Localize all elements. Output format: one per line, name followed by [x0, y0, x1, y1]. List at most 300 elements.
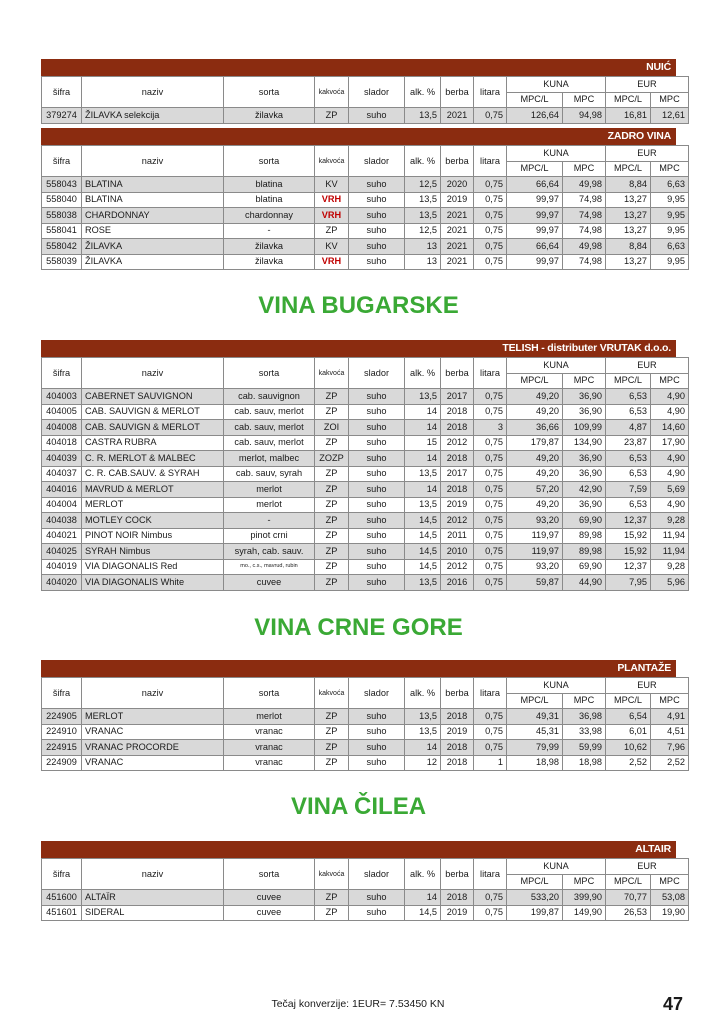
- cell-naziv: C. R. MERLOT & MALBEC: [82, 451, 224, 467]
- cell-eur-mpc: 14,60: [651, 420, 689, 436]
- cell-berba: 2017: [441, 389, 474, 405]
- cell-eur-mpc: 53,08: [651, 890, 689, 906]
- cell-kuna-mpcl: 99,97: [507, 208, 563, 224]
- cell-sifra: 404019: [42, 559, 82, 575]
- cell-eur-mpcl: 13,27: [606, 223, 651, 239]
- cell-eur-mpc: 4,90: [651, 404, 689, 420]
- cell-eur-mpcl: 13,27: [606, 192, 651, 208]
- cell-sorta: pinot crni: [224, 528, 315, 544]
- cell-eur-mpcl: 13,27: [606, 208, 651, 224]
- column-header-berba: berba: [441, 146, 474, 177]
- column-header-kuna-mpcl: MPC/L: [507, 373, 563, 389]
- cell-litara: 0,75: [474, 177, 507, 193]
- cell-kakvoca: ZP: [315, 890, 349, 906]
- cell-slador: suho: [349, 544, 405, 560]
- cell-sifra: 558043: [42, 177, 82, 193]
- cell-kuna-mpcl: 49,31: [507, 709, 563, 725]
- column-header-alk: alk. %: [405, 77, 441, 108]
- cell-berba: 2016: [441, 575, 474, 591]
- cell-berba: 2018: [441, 890, 474, 906]
- cell-sorta: cab. sauv, merlot: [224, 420, 315, 436]
- cell-kuna-mpc: 94,98: [563, 108, 606, 124]
- column-header-eur-mpcl: MPC/L: [606, 874, 651, 890]
- column-header-eur-mpcl: MPC/L: [606, 92, 651, 108]
- cell-eur-mpc: 9,95: [651, 254, 689, 270]
- column-header-eur-mpcl: MPC/L: [606, 161, 651, 177]
- cell-kakvoca: ZP: [315, 740, 349, 756]
- cell-eur-mpc: 9,95: [651, 192, 689, 208]
- cell-kuna-mpc: 36,90: [563, 404, 606, 420]
- cell-kuna-mpc: 69,90: [563, 513, 606, 529]
- cell-sifra: 224910: [42, 724, 82, 740]
- cell-kuna-mpc: 49,98: [563, 177, 606, 193]
- cell-litara: 0,75: [474, 740, 507, 756]
- cell-kakvoca: ZP: [315, 528, 349, 544]
- cell-alk: 14: [405, 420, 441, 436]
- cell-kuna-mpc: 149,90: [563, 905, 606, 921]
- column-header-naziv: naziv: [82, 678, 224, 709]
- cell-slador: suho: [349, 528, 405, 544]
- cell-naziv: ŽILAVKA: [82, 254, 224, 270]
- cell-kuna-mpcl: 199,87: [507, 905, 563, 921]
- cell-kakvoca: ZP: [315, 497, 349, 513]
- cell-kuna-mpcl: 79,99: [507, 740, 563, 756]
- cell-eur-mpcl: 6,01: [606, 724, 651, 740]
- wine-table: [41, 145, 689, 270]
- cell-litara: 0,75: [474, 528, 507, 544]
- cell-sifra: 379274: [42, 108, 82, 124]
- cell-naziv: ALTAÏR: [82, 890, 224, 906]
- cell-eur-mpc: 11,94: [651, 544, 689, 560]
- cell-kuna-mpc: 74,98: [563, 208, 606, 224]
- column-group-kuna: KUNA: [507, 859, 606, 875]
- cell-litara: 0,75: [474, 208, 507, 224]
- cell-sifra: 451601: [42, 905, 82, 921]
- cell-sorta: cuvee: [224, 905, 315, 921]
- column-header-naziv: naziv: [82, 146, 224, 177]
- cell-eur-mpcl: 16,81: [606, 108, 651, 124]
- cell-kuna-mpc: 49,98: [563, 239, 606, 255]
- cell-naziv: ŽILAVKA selekcija: [82, 108, 224, 124]
- cell-alk: 14: [405, 482, 441, 498]
- cell-litara: 0,75: [474, 890, 507, 906]
- table-row: [42, 239, 689, 255]
- cell-sorta: -: [224, 223, 315, 239]
- table-row: [42, 420, 689, 436]
- table-row: [42, 177, 689, 193]
- cell-kakvoca: ZP: [315, 724, 349, 740]
- cell-slador: suho: [349, 192, 405, 208]
- cell-berba: 2018: [441, 740, 474, 756]
- column-header-sorta: sorta: [224, 678, 315, 709]
- cell-sorta: syrah, cab. sauv.: [224, 544, 315, 560]
- cell-alk: 13,5: [405, 108, 441, 124]
- cell-litara: 3: [474, 420, 507, 436]
- cell-sorta: cab. sauv, syrah: [224, 466, 315, 482]
- wine-table: [41, 357, 689, 591]
- cell-sifra: 558038: [42, 208, 82, 224]
- table-row: [42, 709, 689, 725]
- cell-kuna-mpcl: 126,64: [507, 108, 563, 124]
- cell-kuna-mpc: 69,90: [563, 559, 606, 575]
- cell-slador: suho: [349, 177, 405, 193]
- cell-slador: suho: [349, 740, 405, 756]
- column-header-kuna-mpcl: MPC/L: [507, 161, 563, 177]
- country-title-bulgaria: VINA BUGARSKE: [258, 292, 459, 319]
- header-row: [42, 859, 689, 875]
- table-row: [42, 389, 689, 405]
- cell-kuna-mpcl: 99,97: [507, 223, 563, 239]
- cell-litara: 0,75: [474, 223, 507, 239]
- cell-slador: suho: [349, 239, 405, 255]
- cell-eur-mpcl: 15,92: [606, 544, 651, 560]
- cell-eur-mpcl: 13,27: [606, 254, 651, 270]
- country-title-montenegro: VINA CRNE GORE: [254, 614, 463, 641]
- column-group-eur: EUR: [606, 358, 689, 374]
- column-header-kakvoca: kakvoća: [315, 358, 349, 389]
- cell-kuna-mpc: 89,98: [563, 544, 606, 560]
- cell-eur-mpc: 4,51: [651, 724, 689, 740]
- column-group-eur: EUR: [606, 146, 689, 162]
- table-row: [42, 544, 689, 560]
- cell-eur-mpcl: 7,59: [606, 482, 651, 498]
- cell-sifra: 404008: [42, 420, 82, 436]
- cell-kuna-mpcl: 57,20: [507, 482, 563, 498]
- cell-eur-mpcl: 2,52: [606, 755, 651, 771]
- supplier-section-zadro: [41, 128, 685, 270]
- column-header-litara: litara: [474, 859, 507, 890]
- cell-alk: 14: [405, 890, 441, 906]
- table-row: [42, 254, 689, 270]
- cell-sifra: 558041: [42, 223, 82, 239]
- cell-berba: 2021: [441, 223, 474, 239]
- cell-alk: 13,5: [405, 208, 441, 224]
- cell-kakvoca: ZP: [315, 389, 349, 405]
- table-row: [42, 513, 689, 529]
- cell-naziv: CAB. SAUVIGN & MERLOT: [82, 404, 224, 420]
- cell-naziv: MAVRUD & MERLOT: [82, 482, 224, 498]
- cell-naziv: VRANAC: [82, 755, 224, 771]
- cell-berba: 2017: [441, 466, 474, 482]
- table-row: [42, 482, 689, 498]
- cell-kuna-mpc: 399,90: [563, 890, 606, 906]
- cell-sifra: 404037: [42, 466, 82, 482]
- cell-sorta: cuvee: [224, 890, 315, 906]
- column-header-slador: slador: [349, 678, 405, 709]
- column-header-litara: litara: [474, 678, 507, 709]
- cell-kuna-mpcl: 533,20: [507, 890, 563, 906]
- table-row: [42, 905, 689, 921]
- cell-kuna-mpc: 36,90: [563, 497, 606, 513]
- table-row: [42, 208, 689, 224]
- cell-slador: suho: [349, 404, 405, 420]
- wine-table: [41, 76, 689, 124]
- cell-sifra: 404038: [42, 513, 82, 529]
- cell-berba: 2010: [441, 544, 474, 560]
- cell-sifra: 404025: [42, 544, 82, 560]
- country-title-chile: VINA ČILEA: [290, 793, 427, 820]
- cell-eur-mpc: 11,94: [651, 528, 689, 544]
- cell-slador: suho: [349, 108, 405, 124]
- cell-naziv: SYRAH Nimbus: [82, 544, 224, 560]
- cell-naziv: CAB. SAUVIGN & MERLOT: [82, 420, 224, 436]
- cell-berba: 2018: [441, 451, 474, 467]
- supplier-name: PLANTAŽE: [41, 660, 676, 677]
- cell-sorta: blatina: [224, 177, 315, 193]
- cell-slador: suho: [349, 254, 405, 270]
- column-header-slador: slador: [349, 358, 405, 389]
- cell-litara: 0,75: [474, 389, 507, 405]
- cell-eur-mpc: 7,96: [651, 740, 689, 756]
- column-header-litara: litara: [474, 146, 507, 177]
- cell-kuna-mpc: 36,90: [563, 451, 606, 467]
- page-number: 47: [662, 994, 683, 1014]
- table-row: [42, 404, 689, 420]
- supplier-name: ALTAIR: [41, 841, 676, 858]
- cell-kakvoca: ZP: [315, 905, 349, 921]
- cell-kuna-mpc: 89,98: [563, 528, 606, 544]
- column-header-berba: berba: [441, 77, 474, 108]
- cell-kakvoca: ZP: [315, 435, 349, 451]
- cell-kuna-mpcl: 49,20: [507, 404, 563, 420]
- column-header-eur-mpc: MPC: [651, 92, 689, 108]
- column-header-kuna-mpc: MPC: [563, 92, 606, 108]
- cell-eur-mpc: 9,95: [651, 223, 689, 239]
- column-header-kuna-mpc: MPC: [563, 373, 606, 389]
- cell-litara: 0,75: [474, 404, 507, 420]
- cell-kuna-mpc: 74,98: [563, 254, 606, 270]
- cell-alk: 12: [405, 755, 441, 771]
- table-row: [42, 466, 689, 482]
- cell-sorta: vranac: [224, 724, 315, 740]
- cell-sorta: chardonnay: [224, 208, 315, 224]
- cell-sorta: merlot: [224, 497, 315, 513]
- cell-kuna-mpc: 134,90: [563, 435, 606, 451]
- cell-naziv: BLATINA: [82, 192, 224, 208]
- cell-berba: 2012: [441, 513, 474, 529]
- header-row: [42, 358, 689, 374]
- cell-alk: 13,5: [405, 466, 441, 482]
- cell-naziv: MERLOT: [82, 709, 224, 725]
- cell-eur-mpcl: 7,95: [606, 575, 651, 591]
- cell-alk: 14: [405, 404, 441, 420]
- column-header-sorta: sorta: [224, 358, 315, 389]
- cell-eur-mpc: 4,90: [651, 451, 689, 467]
- cell-kuna-mpcl: 45,31: [507, 724, 563, 740]
- column-group-kuna: KUNA: [507, 146, 606, 162]
- wine-table: [41, 858, 689, 921]
- column-header-eur-mpcl: MPC/L: [606, 373, 651, 389]
- column-header-kakvoca: kakvoća: [315, 678, 349, 709]
- table-row: [42, 890, 689, 906]
- column-header-slador: slador: [349, 146, 405, 177]
- cell-eur-mpcl: 6,53: [606, 389, 651, 405]
- cell-slador: suho: [349, 451, 405, 467]
- cell-litara: 0,75: [474, 724, 507, 740]
- cell-sifra: 404003: [42, 389, 82, 405]
- column-header-slador: slador: [349, 859, 405, 890]
- cell-eur-mpcl: 6,53: [606, 451, 651, 467]
- cell-kuna-mpcl: 99,97: [507, 254, 563, 270]
- cell-slador: suho: [349, 497, 405, 513]
- cell-eur-mpcl: 8,84: [606, 239, 651, 255]
- cell-kakvoca: ZP: [315, 544, 349, 560]
- cell-kakvoca: ZP: [315, 482, 349, 498]
- column-header-sifra: šifra: [42, 77, 82, 108]
- cell-berba: 2018: [441, 482, 474, 498]
- cell-litara: 0,75: [474, 435, 507, 451]
- supplier-section-telish: [41, 340, 685, 591]
- cell-sorta: merlot, malbec: [224, 451, 315, 467]
- cell-kuna-mpc: 33,98: [563, 724, 606, 740]
- cell-litara: 1: [474, 755, 507, 771]
- cell-kakvoca: ZP: [315, 466, 349, 482]
- cell-berba: 2018: [441, 404, 474, 420]
- cell-slador: suho: [349, 513, 405, 529]
- cell-kuna-mpcl: 99,97: [507, 192, 563, 208]
- cell-kuna-mpc: 59,99: [563, 740, 606, 756]
- column-header-berba: berba: [441, 678, 474, 709]
- cell-litara: 0,75: [474, 451, 507, 467]
- cell-slador: suho: [349, 208, 405, 224]
- column-header-sorta: sorta: [224, 146, 315, 177]
- cell-berba: 2019: [441, 905, 474, 921]
- cell-sorta: merlot: [224, 482, 315, 498]
- cell-litara: 0,75: [474, 905, 507, 921]
- cell-sifra: 224905: [42, 709, 82, 725]
- cell-eur-mpcl: 10,62: [606, 740, 651, 756]
- cell-alk: 14,5: [405, 559, 441, 575]
- cell-alk: 13,5: [405, 575, 441, 591]
- cell-slador: suho: [349, 466, 405, 482]
- table-row: [42, 223, 689, 239]
- cell-litara: 0,75: [474, 192, 507, 208]
- cell-sifra: 558040: [42, 192, 82, 208]
- cell-kuna-mpcl: 49,20: [507, 451, 563, 467]
- cell-sorta: cuvee: [224, 575, 315, 591]
- cell-kuna-mpcl: 119,97: [507, 528, 563, 544]
- cell-alk: 12,5: [405, 223, 441, 239]
- cell-kakvoca: ZP: [315, 404, 349, 420]
- cell-litara: 0,75: [474, 497, 507, 513]
- cell-naziv: CHARDONNAY: [82, 208, 224, 224]
- column-header-slador: slador: [349, 77, 405, 108]
- cell-sorta: blatina: [224, 192, 315, 208]
- cell-sorta: merlot: [224, 709, 315, 725]
- cell-berba: 2019: [441, 192, 474, 208]
- column-header-berba: berba: [441, 859, 474, 890]
- column-group-kuna: KUNA: [507, 358, 606, 374]
- cell-kuna-mpc: 36,90: [563, 466, 606, 482]
- cell-eur-mpc: 2,52: [651, 755, 689, 771]
- cell-kuna-mpcl: 36,66: [507, 420, 563, 436]
- cell-berba: 2019: [441, 497, 474, 513]
- column-header-kakvoca: kakvoća: [315, 77, 349, 108]
- column-header-kuna-mpc: MPC: [563, 693, 606, 709]
- cell-kuna-mpcl: 93,20: [507, 559, 563, 575]
- cell-litara: 0,75: [474, 108, 507, 124]
- supplier-section-plantaze: [41, 660, 685, 771]
- cell-berba: 2021: [441, 254, 474, 270]
- cell-naziv: VRANAC: [82, 724, 224, 740]
- cell-sorta: žilavka: [224, 239, 315, 255]
- column-header-litara: litara: [474, 77, 507, 108]
- table-row: [42, 528, 689, 544]
- cell-kakvoca: KV: [315, 239, 349, 255]
- cell-naziv: PINOT NOIR Nimbus: [82, 528, 224, 544]
- column-header-kakvoca: kakvoća: [315, 146, 349, 177]
- cell-litara: 0,75: [474, 513, 507, 529]
- wine-table: [41, 677, 689, 771]
- cell-sorta: cab. sauvignon: [224, 389, 315, 405]
- cell-berba: 2012: [441, 559, 474, 575]
- header-row: [42, 77, 689, 93]
- column-header-berba: berba: [441, 358, 474, 389]
- table-row: [42, 192, 689, 208]
- cell-sifra: 558042: [42, 239, 82, 255]
- cell-sifra: 224909: [42, 755, 82, 771]
- cell-sifra: 404020: [42, 575, 82, 591]
- cell-eur-mpcl: 26,53: [606, 905, 651, 921]
- cell-sifra: 404016: [42, 482, 82, 498]
- cell-sorta: cab. sauv, merlot: [224, 404, 315, 420]
- cell-naziv: CASTRA RUBRA: [82, 435, 224, 451]
- cell-kuna-mpcl: 49,20: [507, 466, 563, 482]
- cell-litara: 0,75: [474, 544, 507, 560]
- supplier-name: NUIĆ: [41, 59, 676, 76]
- cell-slador: suho: [349, 575, 405, 591]
- column-header-alk: alk. %: [405, 358, 441, 389]
- cell-naziv: VRANAC PROCORDE: [82, 740, 224, 756]
- cell-kakvoca: VRH: [315, 192, 349, 208]
- column-header-sifra: šifra: [42, 678, 82, 709]
- cell-slador: suho: [349, 905, 405, 921]
- cell-eur-mpcl: 12,37: [606, 559, 651, 575]
- cell-alk: 13,5: [405, 497, 441, 513]
- cell-alk: 13,5: [405, 389, 441, 405]
- cell-kuna-mpcl: 18,98: [507, 755, 563, 771]
- cell-kuna-mpcl: 59,87: [507, 575, 563, 591]
- column-header-sifra: šifra: [42, 146, 82, 177]
- cell-kakvoca: ZOI: [315, 420, 349, 436]
- header-row: [42, 678, 689, 694]
- column-header-alk: alk. %: [405, 859, 441, 890]
- column-header-alk: alk. %: [405, 146, 441, 177]
- cell-slador: suho: [349, 724, 405, 740]
- column-header-naziv: naziv: [82, 77, 224, 108]
- column-group-kuna: KUNA: [507, 77, 606, 93]
- table-row: [42, 435, 689, 451]
- cell-eur-mpc: 6,63: [651, 177, 689, 193]
- column-group-eur: EUR: [606, 859, 689, 875]
- cell-kakvoca: VRH: [315, 208, 349, 224]
- cell-eur-mpcl: 70,77: [606, 890, 651, 906]
- column-header-kuna-mpc: MPC: [563, 161, 606, 177]
- cell-sorta: mo., c.s., mavrud, rubin: [224, 559, 315, 575]
- cell-slador: suho: [349, 890, 405, 906]
- cell-berba: 2018: [441, 709, 474, 725]
- cell-kakvoca: KV: [315, 177, 349, 193]
- cell-eur-mpcl: 15,92: [606, 528, 651, 544]
- cell-alk: 13: [405, 239, 441, 255]
- cell-kakvoca: ZP: [315, 513, 349, 529]
- column-group-eur: EUR: [606, 678, 689, 694]
- cell-sorta: cab. sauv, merlot: [224, 435, 315, 451]
- cell-sifra: 404021: [42, 528, 82, 544]
- cell-kuna-mpcl: 66,64: [507, 239, 563, 255]
- cell-kuna-mpc: 74,98: [563, 223, 606, 239]
- cell-kakvoca: ZP: [315, 559, 349, 575]
